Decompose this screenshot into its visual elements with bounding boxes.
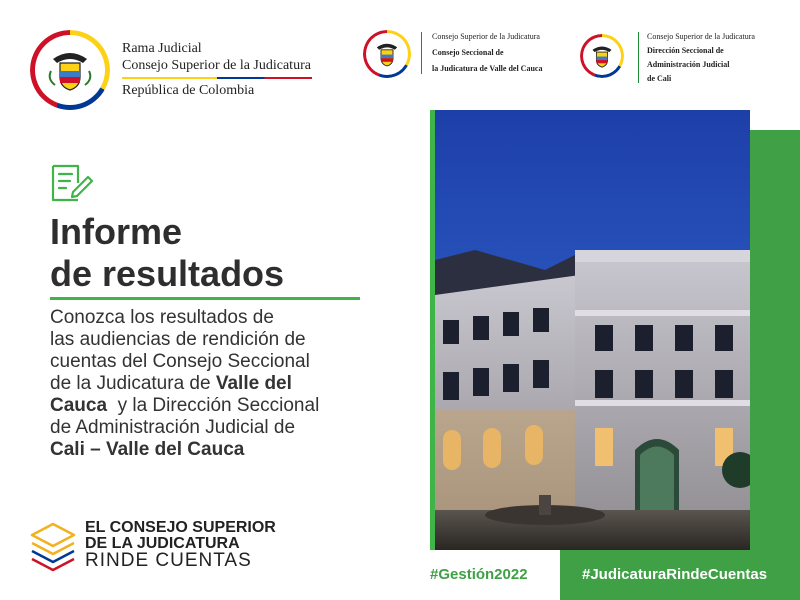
body-line3: cuentas del Consejo Seccional bbox=[50, 351, 310, 372]
colombia-coat-of-arms-icon bbox=[30, 30, 110, 110]
body-line5 bbox=[50, 395, 360, 417]
header-logo-seccional bbox=[421, 32, 542, 74]
title-divider bbox=[50, 297, 360, 300]
colombia-coat-of-arms-icon bbox=[363, 30, 411, 78]
header-line1: Rama Judicial bbox=[122, 41, 202, 56]
tricolor-rule bbox=[122, 77, 312, 79]
body-line4b: Valle del bbox=[215, 373, 292, 394]
body-line2: las audiencias de rendición de bbox=[50, 329, 306, 350]
body-line1: Conozca los resultados de bbox=[50, 307, 274, 328]
logo3-line4: de Cali bbox=[647, 74, 672, 83]
hashtag-rinde-cuentas: #JudicaturaRindeCuentas bbox=[582, 566, 768, 583]
header-line3: República de Colombia bbox=[122, 83, 255, 98]
title-line1: Informe bbox=[50, 211, 183, 252]
bottom-logo-line1: EL CONSEJO SUPERIOR bbox=[85, 519, 276, 536]
description-text bbox=[50, 307, 360, 461]
rinde-cuentas-logo-text bbox=[85, 520, 276, 569]
bottom-logo-line2: DE LA JUDICATURA bbox=[85, 535, 240, 552]
logo3-line2: Dirección Seccional de bbox=[647, 46, 724, 55]
logo2-line1: Consejo Superior de la Judicatura bbox=[432, 32, 540, 41]
title-line2: de resultados bbox=[50, 253, 285, 294]
page-title bbox=[50, 211, 284, 295]
logo2-line3: la Judicatura de Valle del Cauca bbox=[432, 64, 543, 73]
header-logo-direccion bbox=[638, 32, 755, 83]
colombia-coat-of-arms-icon bbox=[580, 34, 624, 78]
body-line5b: y la Dirección Seccional bbox=[107, 395, 320, 416]
body-line4a: de la Judicatura de bbox=[50, 373, 216, 394]
bottom-logo-line3: RINDE CUENTAS bbox=[85, 550, 252, 571]
logo3-line3: Administración Judicial bbox=[647, 60, 730, 69]
body-line7 bbox=[50, 439, 360, 461]
building-photo bbox=[430, 110, 750, 550]
header-line2: Consejo Superior de la Judicatura bbox=[122, 58, 311, 73]
hashtag-gestion: #Gestión2022 bbox=[430, 566, 528, 583]
body-line7-bold: Cali – Valle del Cauca bbox=[50, 439, 245, 460]
body-line5a: Cauca bbox=[50, 395, 108, 416]
logo3-line1: Consejo Superior de la Judicatura bbox=[647, 32, 755, 41]
document-edit-icon bbox=[50, 163, 94, 203]
body-line4 bbox=[50, 373, 360, 395]
logo2-line2: Consejo Seccional de bbox=[432, 48, 504, 57]
stacked-layers-logo-icon bbox=[28, 520, 78, 575]
header-institution bbox=[122, 40, 312, 99]
body-line6: de Administración Judicial de bbox=[50, 417, 296, 438]
